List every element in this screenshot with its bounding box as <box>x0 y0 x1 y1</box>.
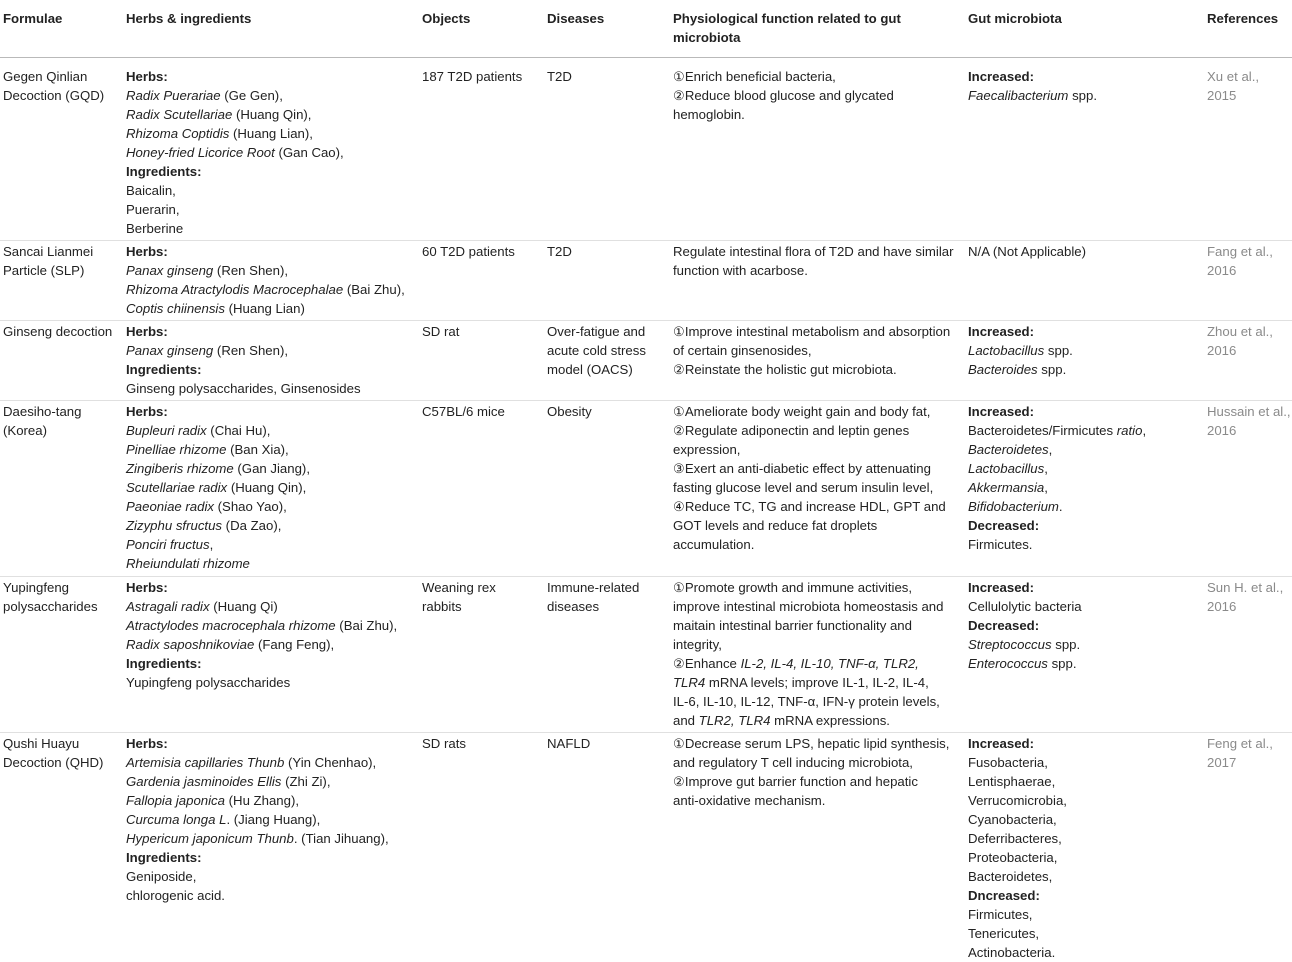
row-divider <box>0 400 1292 401</box>
reference-cell <box>1207 578 1283 616</box>
microbiota-line: Tenericutes, <box>968 926 1040 941</box>
function-cell <box>673 402 946 554</box>
function-line: ④Reduce TC, TG and increase HDL, GPT and <box>673 499 946 514</box>
diseases-cell <box>547 322 646 379</box>
objects-cell <box>422 578 496 616</box>
reference-line: Zhou et al., <box>1207 324 1273 339</box>
function-line: ③Exert an anti-diabetic effect by attenuating <box>673 461 931 476</box>
herbs-line: Paeoniae radix (Shao Yao), <box>126 499 287 514</box>
herbs-line: Puerarin, <box>126 202 180 217</box>
objects-line: rabbits <box>422 599 462 614</box>
reference-cell <box>1207 67 1259 105</box>
herbs-line: Atractylodes macrocephala rhizome (Bai Zhu), <box>126 618 398 633</box>
reference-line: Xu et al., <box>1207 69 1260 84</box>
function-cell <box>673 322 950 379</box>
header-objects: Objects <box>422 11 471 26</box>
formulae-cell <box>3 322 112 341</box>
diseases-cell <box>547 242 572 261</box>
function-line: function with acarbose. <box>673 263 808 278</box>
reference-cell <box>1207 734 1273 772</box>
function-line: and TLR2, TLR4 mRNA expressions. <box>673 713 890 728</box>
reference-line: Fang et al., <box>1207 244 1273 259</box>
herbs-line: Curcuma longa L. (Jiang Huang), <box>126 812 321 827</box>
herbs-line: Gardenia jasminoides Ellis (Zhi Zi), <box>126 774 331 789</box>
function-line: ②Enhance IL-2, IL-4, IL-10, TNF-α, TLR2, <box>673 656 919 671</box>
microbiota-line: Faecalibacterium spp. <box>968 88 1098 103</box>
herbs-line: Baicalin, <box>126 183 176 198</box>
function-line: accumulation. <box>673 537 755 552</box>
objects-cell <box>422 67 522 86</box>
objects-cell <box>422 322 459 341</box>
microbiota-line: Increased: <box>968 69 1034 84</box>
header-diseases: Diseases <box>547 11 605 26</box>
formulae-line: Ginseng decoction <box>3 324 113 339</box>
microbiota-line: Streptococcus spp. <box>968 637 1081 652</box>
function-cell <box>673 67 894 124</box>
function-line: ②Reduce blood glucose and glycated <box>673 88 894 103</box>
herbs-line: Rhizoma Atractylodis Macrocephalae (Bai Zhu), <box>126 282 405 297</box>
function-line: integrity, <box>673 637 722 652</box>
microbiota-cell <box>968 67 1097 105</box>
row-divider <box>0 240 1292 241</box>
formulae-cell <box>3 242 93 280</box>
microbiota-cell <box>968 578 1082 673</box>
herbs-line: Geniposide, <box>126 869 197 884</box>
microbiota-line: Lactobacillus spp. <box>968 343 1073 358</box>
herbs-cell <box>126 578 397 692</box>
header-physiological-function: Physiological function related to gut microbiota <box>673 11 901 45</box>
formulae-cell <box>3 734 103 772</box>
herbs-line: Radix saposhnikoviae (Fang Feng), <box>126 637 335 652</box>
reference-cell <box>1207 402 1291 440</box>
herbs-line: Ponciri fructus, <box>126 537 214 552</box>
herbs-line: Fallopia japonica (Hu Zhang), <box>126 793 300 808</box>
diseases-line: Immune-related <box>547 580 640 595</box>
diseases-cell <box>547 578 639 616</box>
function-line: improve intestinal microbiota homeostasis and <box>673 599 944 614</box>
objects-line: 187 T2D patients <box>422 69 523 84</box>
herbs-line: Ingredients: <box>126 656 202 671</box>
reference-line: 2016 <box>1207 423 1237 438</box>
microbiota-line: Bacteroidetes, <box>968 869 1053 884</box>
diseases-line: Obesity <box>547 404 592 419</box>
objects-line: 60 T2D patients <box>422 244 515 259</box>
function-line: ②Regulate adiponectin and leptin genes <box>673 423 910 438</box>
microbiota-line: N/A (Not Applicable) <box>968 244 1087 259</box>
formulae-line: Decoction (QHD) <box>3 755 104 770</box>
formulae-line: Daesiho-tang <box>3 404 82 419</box>
function-line: ①Enrich beneficial bacteria, <box>673 69 836 84</box>
reference-line: Hussain et al., <box>1207 404 1291 419</box>
herbs-cell <box>126 242 405 318</box>
microbiota-line: Actinobacteria. <box>968 945 1056 960</box>
microbiota-line: Bacteroidetes, <box>968 442 1053 457</box>
microbiota-line: Firmicutes. <box>968 537 1033 552</box>
microbiota-line: Bacteroides spp. <box>968 362 1067 377</box>
reference-line: 2015 <box>1207 88 1237 103</box>
microbiota-line: Bifidobacterium. <box>968 499 1063 514</box>
herbs-line: Pinelliae rhizome (Ban Xia), <box>126 442 289 457</box>
formulae-line: Qushi Huayu <box>3 736 80 751</box>
herbs-line: Artemisia capillaries Thunb (Yin Chenhao), <box>126 755 377 770</box>
objects-line: SD rats <box>422 736 466 751</box>
microbiota-line: Enterococcus spp. <box>968 656 1077 671</box>
microbiota-line: Lentisphaerae, <box>968 774 1056 789</box>
function-line: ②Reinstate the holistic gut microbiota. <box>673 362 897 377</box>
diseases-line: T2D <box>547 244 572 259</box>
herbs-line: Scutellariae radix (Huang Qin), <box>126 480 307 495</box>
function-line: expression, <box>673 442 741 457</box>
herbs-line: Coptis chiinensis (Huang Lian) <box>126 301 305 316</box>
diseases-line: diseases <box>547 599 600 614</box>
microbiota-cell <box>968 242 1086 261</box>
reference-cell <box>1207 242 1273 280</box>
function-line: ①Decrease serum LPS, hepatic lipid synthesis, <box>673 736 950 751</box>
formulae-line: Decoction (GQD) <box>3 88 105 103</box>
microbiota-line: Firmicutes, <box>968 907 1033 922</box>
diseases-cell <box>547 734 590 753</box>
herbs-cell <box>126 67 344 238</box>
herbs-line: Rheiundulati rhizome <box>126 556 250 571</box>
herbs-line: Rhizoma Coptidis (Huang Lian), <box>126 126 313 141</box>
microbiota-line: Bacteroidetes/Firmicutes ratio, <box>968 423 1147 438</box>
formulae-line: Sancai Lianmei <box>3 244 94 259</box>
herbs-line: chlorogenic acid. <box>126 888 225 903</box>
formulae-line: Particle (SLP) <box>3 263 85 278</box>
herbs-line: Herbs: <box>126 69 168 84</box>
row-divider <box>0 320 1292 321</box>
header-gut-microbiota: Gut microbiota <box>968 11 1062 26</box>
herbs-line: Herbs: <box>126 580 168 595</box>
herbs-line: Astragali radix (Huang Qi) <box>126 599 278 614</box>
microbiota-line: Fusobacteria, <box>968 755 1048 770</box>
header-formulae: Formulae <box>3 11 63 26</box>
formulae-cell <box>3 402 81 440</box>
function-line: of certain ginsenosides, <box>673 343 812 358</box>
herbs-line: Zingiberis rhizome (Gan Jiang), <box>126 461 310 476</box>
reference-line: 2016 <box>1207 263 1237 278</box>
microbiota-line: Increased: <box>968 324 1034 339</box>
function-line: ①Ameliorate body weight gain and body fat, <box>673 404 931 419</box>
microbiota-line: Lactobacillus, <box>968 461 1048 476</box>
microbiota-cell <box>968 322 1073 379</box>
microbiota-line: Deferribacteres, <box>968 831 1062 846</box>
herbs-line: Radix Puerariae (Ge Gen), <box>126 88 283 103</box>
diseases-line: NAFLD <box>547 736 591 751</box>
row-divider <box>0 732 1292 733</box>
microbiota-cell <box>968 734 1067 962</box>
table-header <box>0 0 1292 58</box>
function-line: hemoglobin. <box>673 107 745 122</box>
herbs-line: Zizyphu sfructus (Da Zao), <box>126 518 282 533</box>
objects-cell <box>422 734 466 753</box>
reference-line: 2017 <box>1207 755 1237 770</box>
reference-line: Sun H. et al., <box>1207 580 1284 595</box>
microbiota-line: Cyanobacteria, <box>968 812 1057 827</box>
diseases-cell <box>547 67 572 86</box>
herbs-line: Ingredients: <box>126 362 202 377</box>
function-line: ②Improve gut barrier function and hepatic <box>673 774 918 789</box>
herbs-line: Hypericum japonicum Thunb. (Tian Jihuang), <box>126 831 389 846</box>
formulae-cell <box>3 578 98 616</box>
microbiota-line: Decreased: <box>968 518 1040 533</box>
function-cell <box>673 734 949 810</box>
herbs-line: Ingredients: <box>126 164 202 179</box>
row-divider <box>0 576 1292 577</box>
herbs-line: Radix Scutellariae (Huang Qin), <box>126 107 312 122</box>
function-cell <box>673 242 954 280</box>
function-line: maitain intestinal barrier functionality and <box>673 618 912 633</box>
objects-cell <box>422 242 515 261</box>
microbiota-line: Increased: <box>968 404 1034 419</box>
microbiota-line: Increased: <box>968 736 1034 751</box>
diseases-line: Over-fatigue and <box>547 324 646 339</box>
herbs-line: Honey-fried Licorice Root (Gan Cao), <box>126 145 344 160</box>
diseases-line: model (OACS) <box>547 362 633 377</box>
herbs-line: Ingredients: <box>126 850 202 865</box>
function-line: and regulatory T cell inducing microbiota, <box>673 755 913 770</box>
formulae-line: Gegen Qinlian <box>3 69 88 84</box>
herbs-line: Panax ginseng (Ren Shen), <box>126 263 289 278</box>
function-line: GOT levels and reduce fat droplets <box>673 518 878 533</box>
formulae-line: Yupingfeng <box>3 580 70 595</box>
herbs-line: Herbs: <box>126 736 168 751</box>
function-line: IL-6, IL-10, IL-12, TNF-α, IFN-γ protein levels, <box>673 694 940 709</box>
function-line: ①Promote growth and immune activities, <box>673 580 913 595</box>
header-references: References <box>1207 11 1279 26</box>
herbs-cell <box>126 734 389 905</box>
reference-line: Feng et al., <box>1207 736 1273 751</box>
objects-line: C57BL/6 mice <box>422 404 505 419</box>
function-line: anti-oxidative mechanism. <box>673 793 826 808</box>
diseases-cell <box>547 402 592 421</box>
formulae-line: (Korea) <box>3 423 47 438</box>
formulae-line: polysaccharides <box>3 599 98 614</box>
herbs-line: Herbs: <box>126 244 168 259</box>
herbs-line: Herbs: <box>126 324 168 339</box>
header-herbs-ingredients: Herbs & ingredients <box>126 11 252 26</box>
function-line: ①Improve intestinal metabolism and absorption <box>673 324 951 339</box>
microbiota-line: Decreased: <box>968 618 1040 633</box>
microbiota-line: Increased: <box>968 580 1034 595</box>
reference-cell <box>1207 322 1273 360</box>
microbiota-line: Verrucomicrobia, <box>968 793 1067 808</box>
herbs-cell <box>126 402 310 573</box>
herbs-line: Bupleuri radix (Chai Hu), <box>126 423 271 438</box>
herbs-line: Yupingfeng polysaccharides <box>126 675 291 690</box>
microbiota-line: Cellulolytic bacteria <box>968 599 1082 614</box>
objects-cell <box>422 402 505 421</box>
microbiota-line: Proteobacteria, <box>968 850 1058 865</box>
function-line: Regulate intestinal flora of T2D and have similar <box>673 244 954 259</box>
objects-line: SD rat <box>422 324 460 339</box>
diseases-line: acute cold stress <box>547 343 646 358</box>
herbs-cell <box>126 322 361 398</box>
function-line: TLR4 mRNA levels; improve IL-1, IL-2, IL-4, <box>673 675 929 690</box>
formulae-cell <box>3 67 104 105</box>
reference-line: 2016 <box>1207 599 1237 614</box>
function-line: fasting glucose level and serum insulin level, <box>673 480 934 495</box>
microbiota-line: Dncreased: <box>968 888 1040 903</box>
microbiota-line: Akkermansia, <box>968 480 1048 495</box>
objects-line: Weaning rex <box>422 580 496 595</box>
microbiota-cell <box>968 402 1146 554</box>
herbs-line: Panax ginseng (Ren Shen), <box>126 343 289 358</box>
function-cell <box>673 578 943 730</box>
diseases-line: T2D <box>547 69 572 84</box>
reference-line: 2016 <box>1207 343 1237 358</box>
herbs-line: Berberine <box>126 221 184 236</box>
herbs-line: Herbs: <box>126 404 168 419</box>
herbs-line: Ginseng polysaccharides, Ginsenosides <box>126 381 361 396</box>
